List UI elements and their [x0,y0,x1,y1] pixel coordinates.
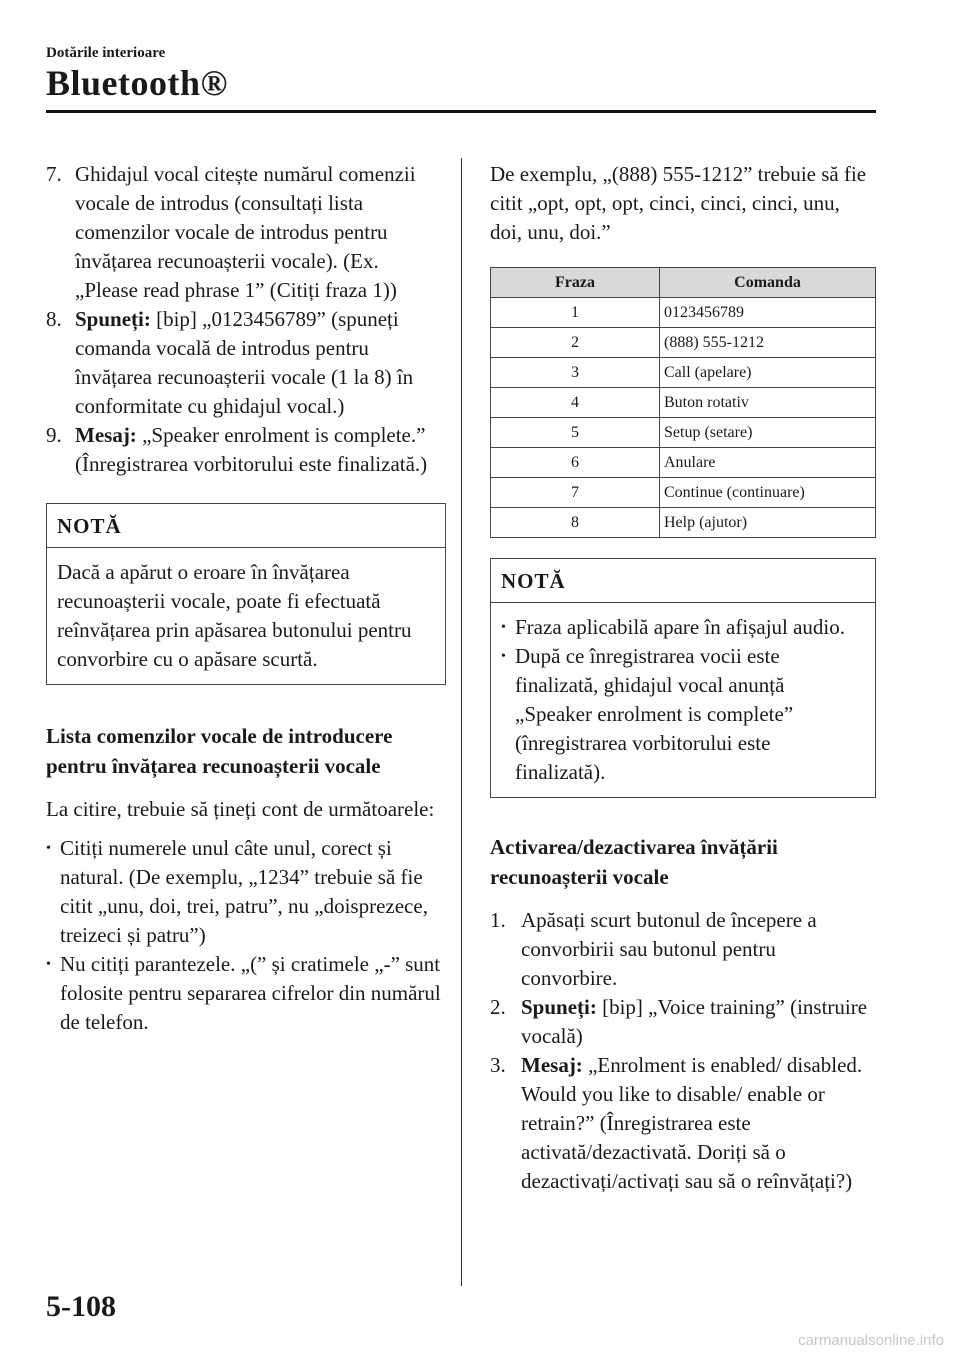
step-number: 2. [490,995,506,1019]
table-cell-phrase: 8 [491,508,660,538]
table-row [491,508,876,538]
bullet-dot-icon: • [501,649,506,664]
step-1 [490,906,876,993]
table-header-phrase: Fraza [491,268,660,298]
step-content: „Speaker enrolment is complete.” (Înregistrarea vorbitorului este finalizată.) [75,423,428,476]
watermark: carmanualsonline.info [798,1332,944,1349]
step-text [521,993,876,1051]
bullet-text: Fraza aplicabilă apare în afișajul audio. [515,615,846,639]
bullet-item [501,613,865,642]
step-label: Mesaj: [75,423,137,447]
step-number: 1. [490,908,506,932]
page-title: Bluetooth® [46,63,228,103]
table-cell-phrase: 5 [491,418,660,448]
bullet-dot-icon: • [501,620,506,635]
step-text [521,1051,876,1196]
bullet-text: După ce înregistrarea vocii este finalizată, ghidajul vocal anunță „Speaker enrolment is complete” (înregistrarea vorbitorului este finalizată). [515,644,794,784]
table-row [491,328,876,358]
table-cell-phrase: 3 [491,358,660,388]
table-header-row [491,268,876,298]
table-cell-phrase: 4 [491,388,660,418]
table-row [491,448,876,478]
bullet-text: Citiți numerele unul câte unul, corect și natural. (De exemplu, „1234” trebuie să fie citit „unu, doi, trei, patru”, nu „doisprezece, treizeci și patru”) [60,836,428,947]
bullet-item [46,834,446,950]
note-box-right [490,558,876,798]
note-text [491,603,875,797]
step-7 [46,160,446,305]
table-cell-command: Continue (continuare) [660,478,876,508]
table-cell-command: Buton rotativ [660,388,876,418]
note-text: Dacă a apărut o eroare în învățarea recunoașterii vocale, poate fi efectuată reînvățarea prin apăsarea butonului pentru convorbire cu o apăsare scurtă. [57,560,412,671]
step-number: 3. [490,1053,506,1077]
bullet-dot-icon: • [46,957,51,972]
table-row [491,298,876,328]
step-text: Apăsați scurt butonul de începere a convorbirii sau butonul pentru convorbire. [521,908,817,990]
step-9 [46,421,446,479]
table-cell-phrase: 6 [491,448,660,478]
table-cell-command: (888) 555-1212 [660,328,876,358]
right-column [490,160,876,1196]
step-3 [490,1051,876,1196]
bullet-item [501,642,865,787]
step-text: Ghidajul vocal citește numărul comenzii vocale de introdus (consultați lista comenzilor vocale de introdus pentru învățarea recunoașterii vocale). (Ex. „Please read phrase 1” (Citiți fraza 1)) [75,162,416,302]
column-divider [461,158,462,1286]
step-content: „Enrolment is enabled/ disabled. Would you like to disable/ enable or retrain?” (Înregistrarea este activată/dezactivată. Doriți să o dezactivați/activați sau să o reînvățați?) [521,1053,863,1193]
step-label: Spuneți: [75,307,151,331]
step-number: 8. [46,307,62,331]
table-cell-command: Anulare [660,448,876,478]
left-column [46,160,446,1037]
header-rule [46,110,876,113]
table-row [491,418,876,448]
table-cell-command: 0123456789 [660,298,876,328]
table-cell-phrase: 7 [491,478,660,508]
step-label: Mesaj: [521,1053,583,1077]
note-title: NOTĂ [491,559,875,603]
note-box-left [46,503,446,685]
note-title: NOTĂ [47,504,445,548]
table-cell-command: Call (apelare) [660,358,876,388]
bullet-item [46,950,446,1037]
table-cell-command: Setup (setare) [660,418,876,448]
bullet-text: Nu citiți parantezele. „(” și cratimele „-” sunt folosite pentru separarea cifrelor din numărul de telefon. [60,952,441,1034]
step-number: 7. [46,162,62,186]
step-2 [490,993,876,1051]
step-text [75,305,446,421]
step-number: 9. [46,423,62,447]
page-number: 5-108 [46,1290,116,1323]
intro-paragraph: La citire, trebuie să țineți cont de următoarele: [46,797,435,821]
command-list-heading: Lista comenzilor vocale de introducere pentru învățarea recunoașterii vocale [46,724,393,778]
table-cell-phrase: 1 [491,298,660,328]
section-label: Dotările interioare [46,45,166,61]
example-paragraph: De exemplu, „(888) 555-1212” trebuie să fie citit „opt, opt, opt, cinci, cinci, cinci, unu, doi, unu, doi.” [490,162,867,244]
table-header-command: Comanda [660,268,876,298]
table-cell-phrase: 2 [491,328,660,358]
bullet-dot-icon: • [46,841,51,856]
step-label: Spuneți: [521,995,597,1019]
table-cell-command: Help (ajutor) [660,508,876,538]
step-content: [bip] „0123456789” (spuneți comanda vocală de introdus pentru învățarea recunoașterii vocale (1 la 8) în conformitate cu ghidajul vocal.) [75,307,414,418]
command-table [490,267,876,538]
toggle-training-heading: Activarea/dezactivarea învățării recunoașterii vocale [490,835,778,889]
table-row [491,358,876,388]
table-row [491,388,876,418]
step-content: [bip] „Voice training” (instruire vocală) [521,995,868,1048]
step-text [75,421,446,479]
table-row [491,478,876,508]
step-8 [46,305,446,421]
